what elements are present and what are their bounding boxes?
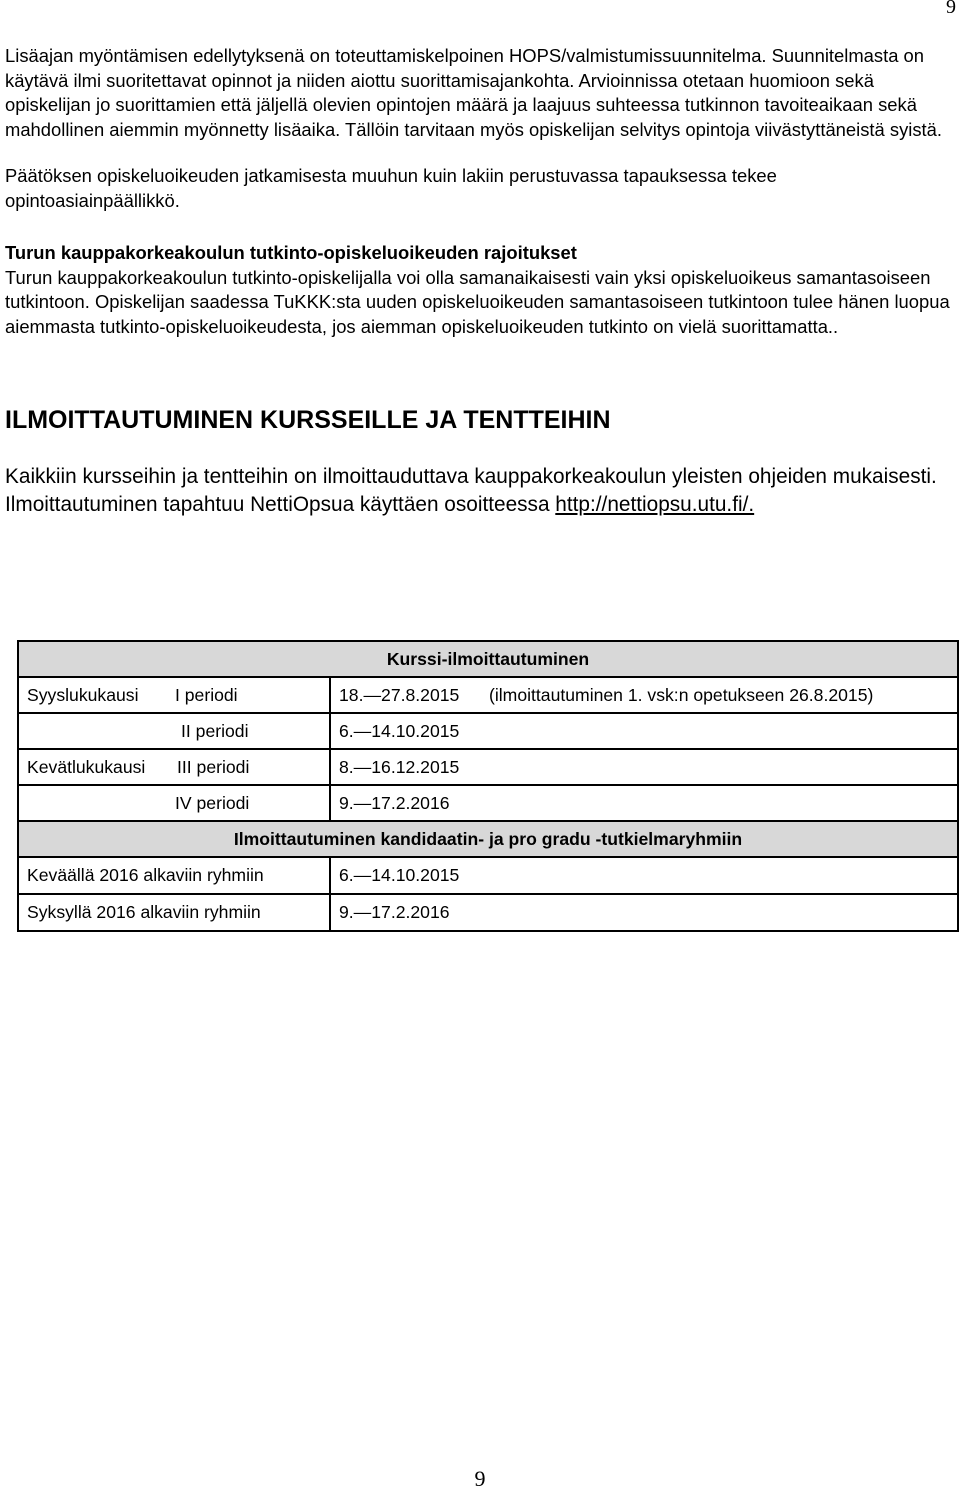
document-body <box>5 44 955 519</box>
period-label: III periodi <box>177 757 250 777</box>
table-row <box>18 713 958 749</box>
period-label: I periodi <box>175 685 238 705</box>
page-number-top: 9 <box>946 0 956 18</box>
term-label <box>27 714 175 748</box>
term-label <box>27 786 175 820</box>
term-label: Kevätlukukausi <box>27 757 146 777</box>
course-registration-header: Kurssi-ilmoittautuminen <box>18 641 958 677</box>
group-dates: 9.—17.2.2016 <box>339 902 450 922</box>
group-label: Keväällä 2016 alkaviin ryhmiin <box>27 865 264 885</box>
registration-table <box>17 640 959 932</box>
paragraph-restrictions: Turun kauppakorkeakoulun tutkinto-opiskelijalla voi olla samanaikaisesti vain yksi opiskeluoikeus samantasoiseen tutkintoon. Opiskelijan saadessa TuKKK:sta uuden opiskeluoikeuden samantasoiseen tutkintoon tulee hänen luopua aiemmasta tutkinto-opiskeluoikeudesta, jos aiemman opiskeluoikeuden tutkinto on vielä suorittamatta.. <box>5 266 950 337</box>
period-dates: 9.—17.2.2016 <box>339 793 450 813</box>
paragraph-extension-requirements: Lisäajan myöntämisen edellytyksenä on toteuttamiskelpoinen HOPS/valmistumissuunnitelma. Suunnitelmasta on käytävä ilmi suoritettavat opinnot ja niiden aiottu suorittamisajankohta. Arvioinnissa otetaan huomioon sekä opiskelijan jo suorittamien että jäljellä olevien opintojen määrä ja laajuus suhteessa tutkinnon tavoiteaikaan sekä mahdollinen aiemmin myönnetty lisäaika. Tällöin tarvitaan myös opiskelijan selvitys opintoja viivästyttäneistä syistä. <box>5 45 942 140</box>
table-row <box>18 785 958 821</box>
table-row <box>18 677 958 713</box>
paragraph-decision-maker: Päätöksen opiskeluoikeuden jatkamisesta muuhun kuin lakiin perustuvassa tapauksessa tekee opintoasiainpäällikkö. <box>5 165 777 211</box>
paragraph-registration-intro <box>5 463 955 519</box>
term-label: Syyslukukausi <box>27 685 139 705</box>
group-dates: 6.—14.10.2015 <box>339 865 460 885</box>
group-label: Syksyllä 2016 alkaviin ryhmiin <box>27 902 261 922</box>
period-label: II periodi <box>181 721 249 741</box>
period-label: IV periodi <box>175 793 250 813</box>
intro-text: Kaikkiin kursseihin ja tentteihin on ilmoittauduttava kauppakorkeakoulun yleisten ohjeiden mukaisesti. Ilmoittautuminen tapahtuu NettiOpsua käyttäen osoitteessa <box>5 465 937 516</box>
group-registration-header: Ilmoittautuminen kandidaatin- ja pro gradu -tutkielmaryhmiin <box>18 821 958 857</box>
period-note: (ilmoittautuminen 1. vsk:n opetukseen 26.8.2015) <box>489 685 874 705</box>
table-row <box>18 894 958 931</box>
section-heading: ILMOITTAUTUMINEN KURSSEILLE JA TENTTEIHIN <box>5 406 611 434</box>
subheading-restrictions: Turun kauppakorkeakoulun tutkinto-opiskeluoikeuden rajoitukset <box>5 242 577 263</box>
period-dates: 8.—16.12.2015 <box>339 757 460 777</box>
table-row <box>18 857 958 894</box>
nettiopsu-link[interactable]: http://nettiopsu.utu.fi/. <box>555 493 755 516</box>
period-dates: 6.—14.10.2015 <box>339 721 460 741</box>
table-row <box>18 749 958 785</box>
period-dates: 18.—27.8.2015 <box>339 685 460 705</box>
page-number-bottom: 9 <box>474 1466 486 1491</box>
